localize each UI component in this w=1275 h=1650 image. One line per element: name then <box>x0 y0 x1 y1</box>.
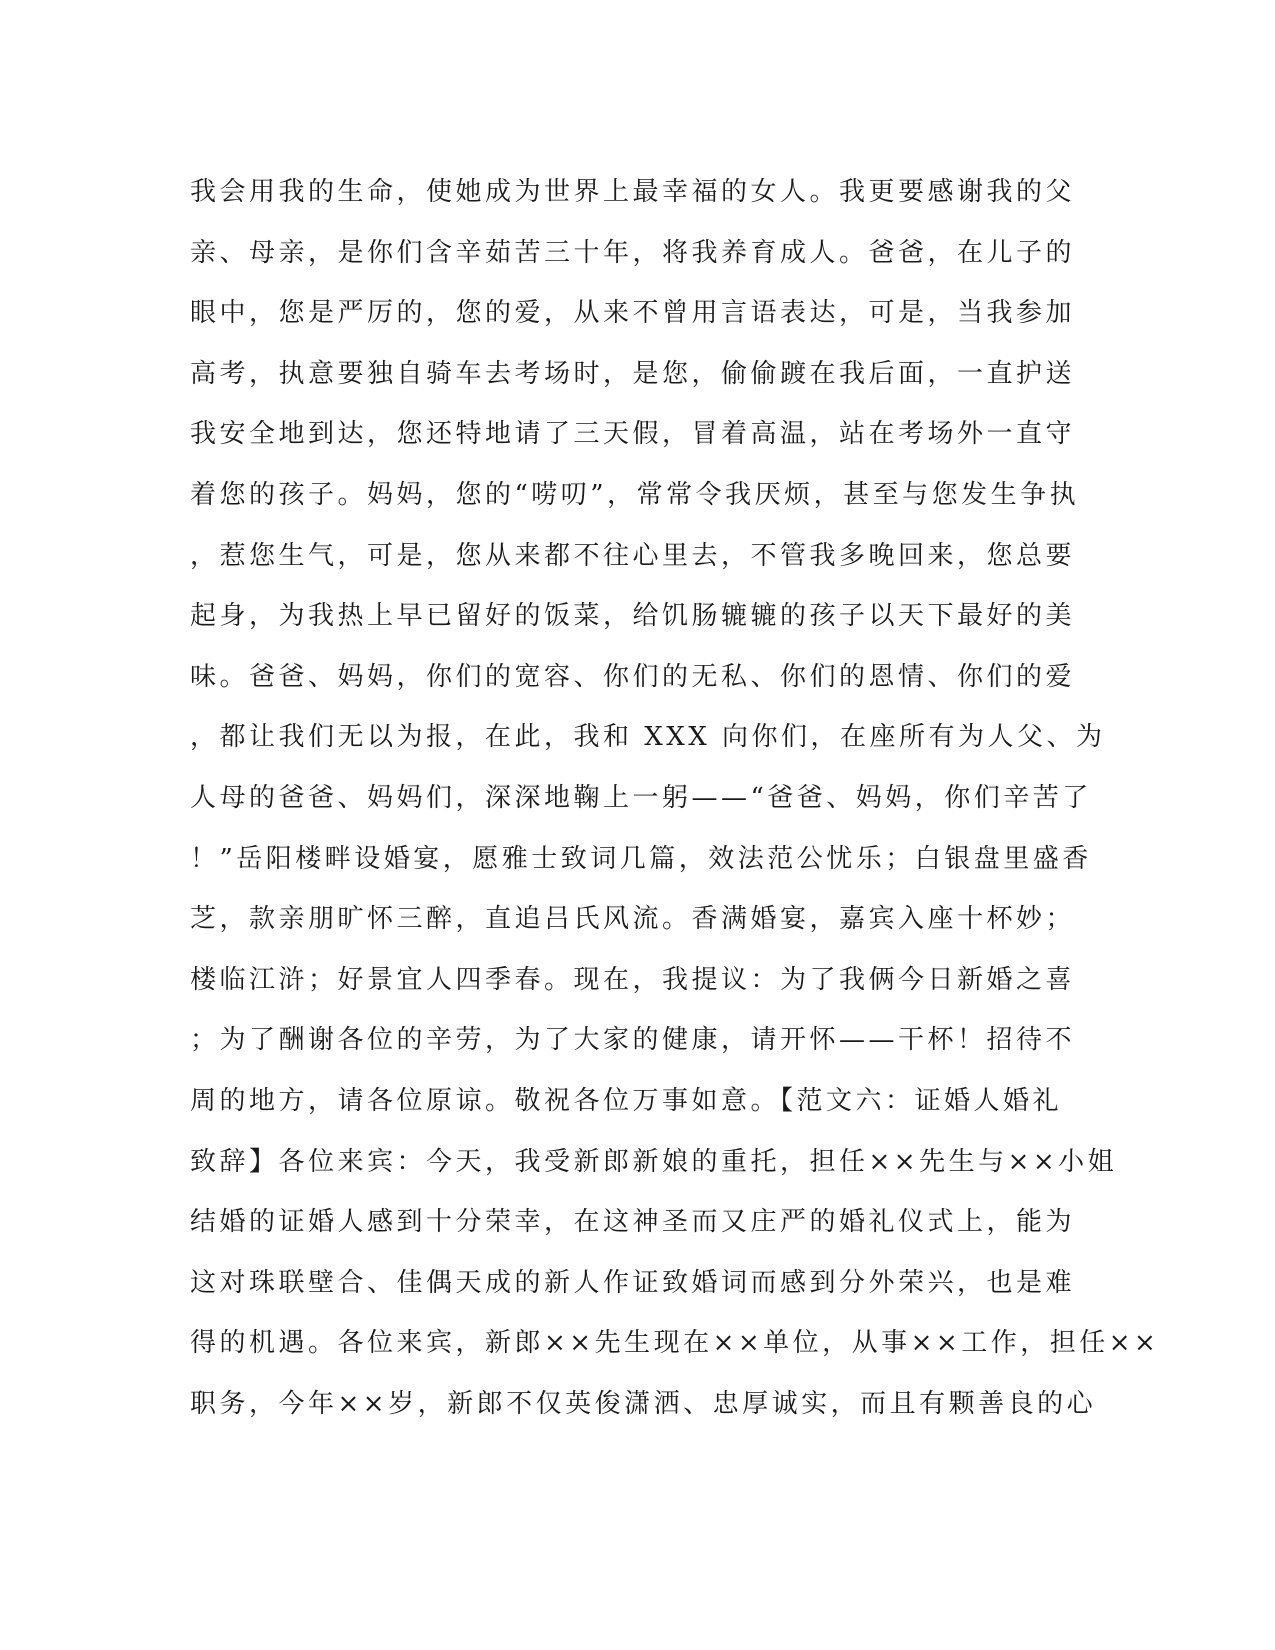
text-line: 芝，款亲朋旷怀三醉，直追吕氏风流。香满婚宴，嘉宾入座十杯妙； <box>190 904 1076 935</box>
text-line: ！”岳阳楼畔设婚宴，愿雅士致词几篇，效法范公忧乐；白银盘里盛香 <box>190 843 1092 874</box>
text-line: ，都让我们无以为报，在此，我和 XXX 向你们，在座所有为人父、为 <box>190 722 1106 753</box>
text-line: ；为了酬谢各位的辛劳，为了大家的健康，请开怀——干杯！招待不 <box>190 1025 1076 1056</box>
text-line: 楼临江浒；好景宜人四季春。现在，我提议：为了我俩今日新婚之喜 <box>190 964 1076 995</box>
text-line: 眼中，您是严厉的，您的爱，从来不曾用言语表达，可是，当我参加 <box>190 298 1076 329</box>
text-line: 味。爸爸、妈妈，你们的宽容、你们的无私、你们的恩情、你们的爱 <box>190 661 1076 692</box>
text-line: 我安全地到达，您还特地请了三天假，冒着高温，站在考场外一直守 <box>190 419 1076 450</box>
text-line: 起身，为我热上早已留好的饭菜，给饥肠辘辘的孩子以天下最好的美 <box>190 601 1076 632</box>
body-text <box>190 162 1160 1434</box>
text-line: 亲、母亲，是你们含辛茹苦三十年，将我养育成人。爸爸，在儿子的 <box>190 237 1076 268</box>
text-line: 这对珠联壁合、佳偶天成的新人作证致婚词而感到分外荣兴，也是难 <box>190 1267 1076 1298</box>
text-line: 我会用我的生命，使她成为世界上最幸福的女人。我更要感谢我的父 <box>190 177 1076 207</box>
text-line: 得的机遇。各位来宾，新郎××先生现在××单位，从事××工作，担任×× <box>190 1328 1160 1359</box>
text-line: 职务，今年××岁，新郎不仅英俊潇洒、忠厚诚实，而且有颗善良的心 <box>190 1388 1097 1419</box>
text-line: ，惹您生气，可是，您从来都不往心里去，不管我多晚回来，您总要 <box>190 540 1076 571</box>
text-line: 高考，执意要独自骑车去考场时，是您，偷偷踱在我后面，一直护送 <box>190 358 1076 389</box>
text-line: 结婚的证婚人感到十分荣幸，在这神圣而又庄严的婚礼仪式上，能为 <box>190 1207 1076 1238</box>
text-line: 着您的孩子。妈妈，您的“唠叨”，常常令我厌烦，甚至与您发生争执 <box>190 479 1080 510</box>
text-line: 致辞】各位来宾：今天，我受新郎新娘的重托，担任××先生与××小姐 <box>190 1146 1118 1177</box>
text-line: 人母的爸爸、妈妈们，深深地鞠上一躬——“爸爸、妈妈，你们辛苦了 <box>190 782 1092 813</box>
text-line: 周的地方，请各位原谅。敬祝各位万事如意。【范文六：证婚人婚礼 <box>190 1085 1063 1116</box>
